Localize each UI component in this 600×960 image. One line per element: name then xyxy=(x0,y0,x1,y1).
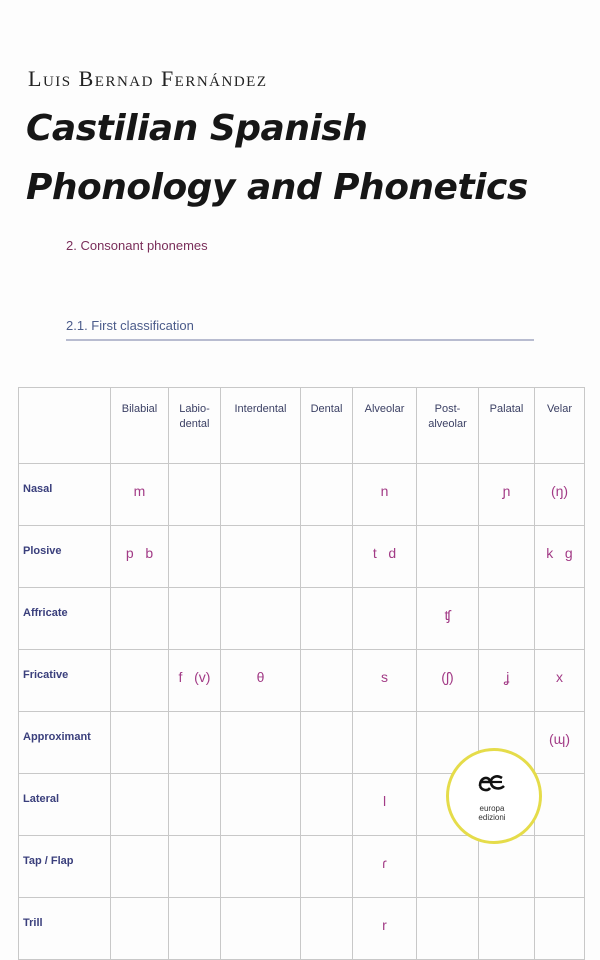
column-header: Bilabial xyxy=(111,388,169,464)
phoneme-cell xyxy=(221,526,301,588)
table-row xyxy=(19,464,585,526)
phoneme-cell xyxy=(221,464,301,526)
phoneme-cell xyxy=(111,836,169,898)
column-header: Velar xyxy=(535,388,585,464)
row-label: Trill xyxy=(19,898,111,960)
phoneme-cell xyxy=(301,526,353,588)
phoneme-cell xyxy=(111,650,169,712)
column-header: Alveolar xyxy=(353,388,417,464)
table-row xyxy=(19,898,585,960)
phoneme-cell xyxy=(535,836,585,898)
subsection-heading: 2.1. First classification xyxy=(66,318,194,333)
phoneme-cell xyxy=(301,464,353,526)
phoneme-cell xyxy=(169,588,221,650)
phoneme-cell: t d xyxy=(353,526,417,588)
row-label: Nasal xyxy=(19,464,111,526)
phoneme-cell xyxy=(535,898,585,960)
phoneme-cell: k g xyxy=(535,526,585,588)
phoneme-cell: (ɰ) xyxy=(535,712,585,774)
phoneme-cell: ʝ xyxy=(479,650,535,712)
row-label: Affricate xyxy=(19,588,111,650)
phoneme-cell xyxy=(111,774,169,836)
book-title-line-1: Castilian Spanish xyxy=(26,108,368,149)
phoneme-cell xyxy=(417,898,479,960)
book-title-line-2: Phonology and Phonetics xyxy=(26,167,528,208)
phoneme-cell: s xyxy=(353,650,417,712)
phoneme-cell xyxy=(301,588,353,650)
phoneme-cell xyxy=(111,898,169,960)
phoneme-cell xyxy=(221,588,301,650)
column-header: Dental xyxy=(301,388,353,464)
phoneme-cell xyxy=(353,588,417,650)
phoneme-cell xyxy=(479,898,535,960)
row-label: Tap / Flap xyxy=(19,836,111,898)
phoneme-cell: θ xyxy=(221,650,301,712)
phoneme-cell xyxy=(169,526,221,588)
phoneme-cell: (ʃ) xyxy=(417,650,479,712)
phoneme-cell xyxy=(111,712,169,774)
phoneme-cell: r xyxy=(353,898,417,960)
column-header: Interdental xyxy=(221,388,301,464)
consonant-table xyxy=(18,387,585,960)
phoneme-cell: x xyxy=(535,650,585,712)
column-header: Post- alveolar xyxy=(417,388,479,464)
phoneme-cell xyxy=(301,712,353,774)
publisher-name: europa edizioni xyxy=(478,804,506,822)
row-label: Plosive xyxy=(19,526,111,588)
phoneme-cell xyxy=(479,526,535,588)
phoneme-cell: l xyxy=(353,774,417,836)
section-heading: 2. Consonant phonemes xyxy=(66,238,208,253)
phoneme-cell: ʧ xyxy=(417,588,479,650)
heading-rule xyxy=(66,339,534,341)
row-label: Fricative xyxy=(19,650,111,712)
publisher-seal xyxy=(446,748,542,844)
phoneme-cell xyxy=(221,774,301,836)
phoneme-cell xyxy=(221,898,301,960)
phoneme-cell xyxy=(479,588,535,650)
phoneme-cell xyxy=(221,836,301,898)
row-label: Lateral xyxy=(19,774,111,836)
phoneme-cell xyxy=(169,774,221,836)
phoneme-cell: m xyxy=(111,464,169,526)
phoneme-cell xyxy=(535,774,585,836)
publisher-logo-icon xyxy=(476,770,508,794)
phoneme-cell xyxy=(169,836,221,898)
row-label: Approximant xyxy=(19,712,111,774)
table-row xyxy=(19,836,585,898)
table-row xyxy=(19,650,585,712)
author-name: Luis Bernad Fernández xyxy=(28,66,268,91)
phoneme-cell xyxy=(301,650,353,712)
column-header: Palatal xyxy=(479,388,535,464)
phoneme-cell xyxy=(417,836,479,898)
phoneme-cell: ɲ xyxy=(479,464,535,526)
phoneme-cell xyxy=(169,898,221,960)
table-row xyxy=(19,526,585,588)
phoneme-cell: (ŋ) xyxy=(535,464,585,526)
phoneme-cell xyxy=(301,774,353,836)
phoneme-cell xyxy=(353,712,417,774)
phoneme-cell xyxy=(169,464,221,526)
phoneme-cell: f (v) xyxy=(169,650,221,712)
phoneme-cell xyxy=(111,588,169,650)
table-header-row xyxy=(19,388,585,464)
phoneme-cell xyxy=(301,898,353,960)
column-header: Labio- dental xyxy=(169,388,221,464)
table-corner-cell xyxy=(19,388,111,464)
phoneme-cell xyxy=(169,712,221,774)
phoneme-cell: ɾ xyxy=(353,836,417,898)
phoneme-cell: n xyxy=(353,464,417,526)
phoneme-cell xyxy=(479,836,535,898)
phoneme-cell xyxy=(301,836,353,898)
phoneme-cell xyxy=(221,712,301,774)
phoneme-cell xyxy=(417,526,479,588)
phoneme-cell xyxy=(535,588,585,650)
table-row xyxy=(19,588,585,650)
phoneme-cell: p b xyxy=(111,526,169,588)
phoneme-cell xyxy=(417,464,479,526)
